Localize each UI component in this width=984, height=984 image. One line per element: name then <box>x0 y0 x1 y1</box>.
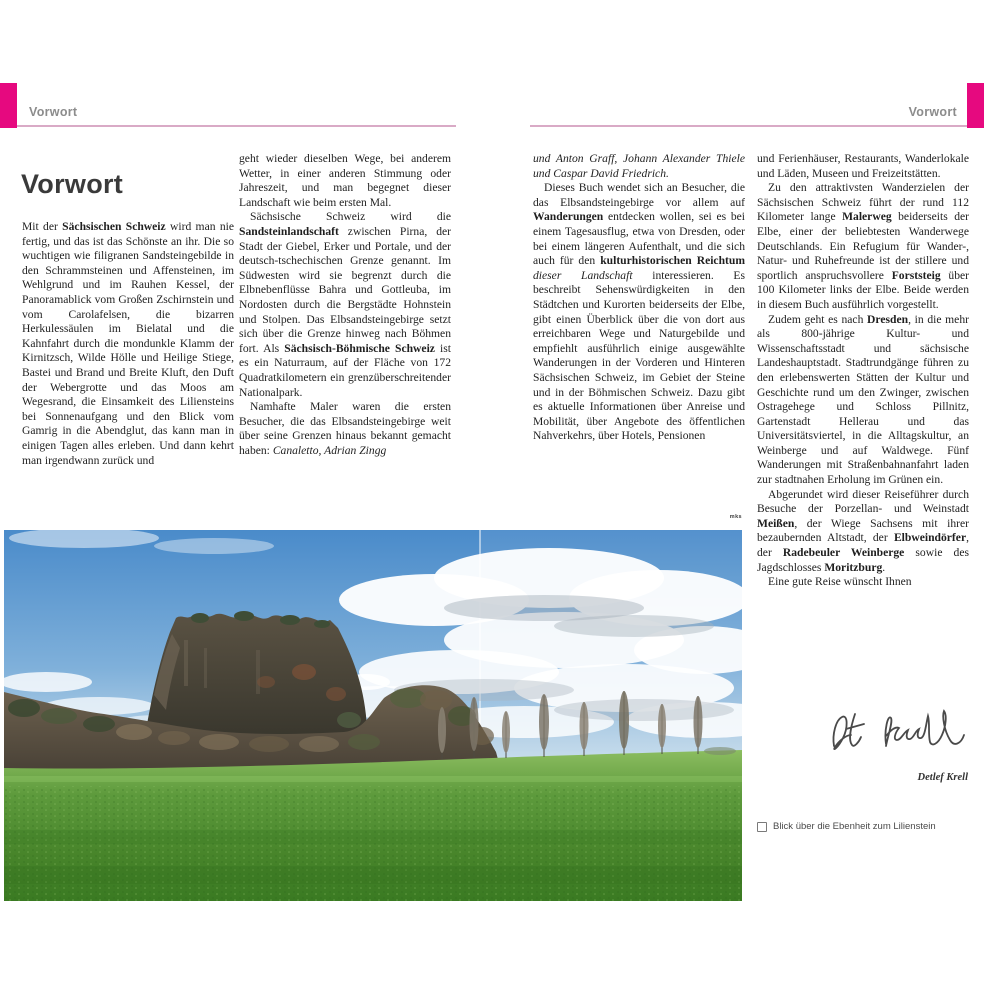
signature-block <box>822 700 972 772</box>
text-run: Forststeig <box>891 268 941 282</box>
text-run: ist es ein Naturraum, auf der Fläche von 172 Quadratkilometern ein grenzüberschreitender Nationalpark. <box>239 341 451 399</box>
text-run: Abgerundet wird dieser Reiseführer durch Besuche der Porzellan- und Weinstadt <box>757 487 969 516</box>
paragraph <box>239 210 451 400</box>
text-run: . <box>882 560 886 574</box>
paragraph <box>533 181 745 444</box>
text-run: Malerweg <box>842 210 892 224</box>
text-run: Namhafte Maler waren die ersten Besucher, die das Elbsandsteingebirge weit über seine Grenzen hinaus bekannt gemacht haben: <box>239 400 451 457</box>
text-run: Sächsisch-Böhmische Schweiz <box>284 341 435 355</box>
meadow <box>4 747 742 901</box>
text-run: Radebeuler Weinberge <box>782 546 905 560</box>
paragraph <box>239 152 451 210</box>
paragraph <box>533 152 745 181</box>
text-run: , in die mehr als 800-jährige Kultur- und Wissenschaftsstadt und sächsische Landeshauptstadt. Stadtrundgänge führen zu den erlebenswerten Stätten der Kultur und Geschichte rund um den Zwinger, zwischen Ostragehege und Schloss Pillnitz, Gartenstadt Hellerau und das Universitätsviertel, in die Alltagskultur, an Weinberge und auf Waldwege. Fünf Wanderungen mit Straßenbahnanfahrt laden zur stadtnahen Erholung im Grünen ein. <box>757 312 969 487</box>
text-run: und Ferienhäuser, Restaurants, Wanderlokale und Läden, Museen und Freizeitstätten. <box>757 152 969 180</box>
text-run: dieser Landschaft <box>533 268 633 282</box>
text-run: Zudem geht es nach <box>768 312 868 326</box>
text-column-4 <box>757 152 969 590</box>
text-run: Elbweindörfer <box>893 531 967 545</box>
text-run: entdecken wollen, sei es bei einem Tagesausflug, etwa von Dresden, oder bei einem längeren Aufenthalt, und die sich auch für den <box>533 210 745 268</box>
accent-block-right <box>967 83 984 128</box>
text-run: Sächsische Schweiz wird die <box>250 210 451 224</box>
paragraph <box>22 220 234 468</box>
text-column-1 <box>22 220 234 468</box>
text-run: und Anton Graff, Johann Alexander Thiele und Caspar David Friedrich. <box>533 152 745 180</box>
photo-image <box>4 530 742 901</box>
text-run: über 100 Kilometer links der Elbe. Beide werden in diesem Buch ausführlich vorgestellt. <box>757 268 970 311</box>
text-run: geht wieder dieselben Wege, bei anderem Wetter, in einer anderen Stimmung oder Jahreszeit, und man begegnet dieser Landschaft wie beim ersten Mal. <box>239 152 451 209</box>
signature-scrawl <box>822 700 972 772</box>
signature-name: Detlef Krell <box>917 772 968 783</box>
photo-caption-text: Blick über die Ebenheit zum Lilienstein <box>773 821 936 832</box>
head-rule-left <box>17 125 456 127</box>
paragraph <box>757 152 969 181</box>
photo-caption <box>757 821 975 832</box>
text-run: kulturhistorischen Reichtum <box>600 254 745 268</box>
text-run: , der Wiege Sachsens mit ihrer bezaubernden Altstadt, der <box>757 516 969 545</box>
runninghead-left: Vorwort <box>29 105 78 119</box>
photo-marker-icon <box>757 822 767 832</box>
page-title: Vorwort <box>21 169 124 200</box>
text-run: Canaletto, Adrian Zingg <box>272 443 387 457</box>
text-run: Wanderungen <box>533 210 604 224</box>
text-run: zwischen Pirna, der Stadt der Giebel, Erker und Portale, und der deutsch-tschechischen Grenze genannt. Im Südwesten wird sie begrenzt durch die Elbnebenflüsse Bahra und Gottleuba, im Nordosten durch die Bergstädte Hohnstein und Stolpen. Das Elbsandsteingebirge setzt sich über die Grenze hinweg nach Böhmen fort. Als <box>239 224 451 355</box>
text-run: Meißen <box>757 516 795 530</box>
lilienstein-mesa <box>143 611 367 745</box>
text-run: Sandsteinlandschaft <box>239 224 339 238</box>
paragraph <box>757 488 969 576</box>
text-run: Dresden <box>867 312 909 326</box>
text-run: Eine gute Reise wünscht Ihnen <box>768 575 912 589</box>
paragraph <box>757 313 969 488</box>
head-rule-right <box>530 125 967 127</box>
text-run: Sächsischen Schweiz <box>62 220 166 233</box>
text-run: Mit der <box>22 220 63 233</box>
text-run: Moritzburg <box>824 560 883 574</box>
text-column-2 <box>239 152 451 458</box>
text-run: sowie des Jagdschlosses <box>757 546 969 574</box>
text-column-3 <box>533 152 745 444</box>
accent-block-left <box>0 83 17 128</box>
text-run: interessieren. Es beschreibt Sehenswürdigkeiten in den Städtchen und Kurorten beiderseits der Elbe, gibt einen Überblick über die von dort aus erreichbaren Wege und Naturgebilde und empfiehlt ausführlich einige ausgewählte Wanderungen in der Vorderen und Hinteren Sächsischen Schweiz, im Gebiet der Steine und in der Böhmischen Schweiz. Dazu gibt es aktuelle Informationen über Anreise und Mobilität, über Angebote des öffentlichen Nahverkehrs, über Hotels, Pensionen <box>533 268 746 443</box>
text-run: , der <box>757 531 969 560</box>
text-run: Zu den attraktivsten Wanderzielen der Sächsischen Schweiz führt der rund 112 Kilometer lange <box>757 181 969 224</box>
paragraph <box>239 400 451 458</box>
paragraph <box>757 181 969 312</box>
text-run: Dieses Buch wendet sich an Besucher, die das Elbsandsteingebirge vor allem auf <box>533 181 745 209</box>
paragraph <box>757 575 969 590</box>
text-run: beiderseits der Elbe, einer der beliebtesten Wanderwege Deutschlands. Ein Refugium für Wander-, Natur- und Ruhefreunde ist der stillere und sportlich anspruchsvollere <box>757 210 969 282</box>
runninghead-right: Vorwort <box>908 105 957 119</box>
landscape-photo <box>4 530 742 901</box>
text-run: wird man nie fertig, und das ist das Schönste an ihr. Die so wuchtigen wie filigranen Sandsteingebilde in den Schrammsteinen und Affensteinen, im Wehlgrund und im Rauhen Kessel, der Panoramablick vom Großen Zschirnstein und vom Carolafelsen, die bizarren Herkulessäulen im Bielatal und die Kahnfahrt durch die mondunkle Klamm der Kirnitzsch, Wilde Hölle und Heilige Stiege, Bastei und Brand und Breite Kluft, den Duft der Webergrotte und das Moos am Wegesrand, die Einsamkeit des Liliensteins bei Sonnenaufgang und den Blick vom Gamrig in die Abendglut, das kann man in einigen Tagen alles erleben. Und dann kehrt man irgendwann zurück und <box>22 220 234 467</box>
photo-credit: mks <box>729 514 742 520</box>
